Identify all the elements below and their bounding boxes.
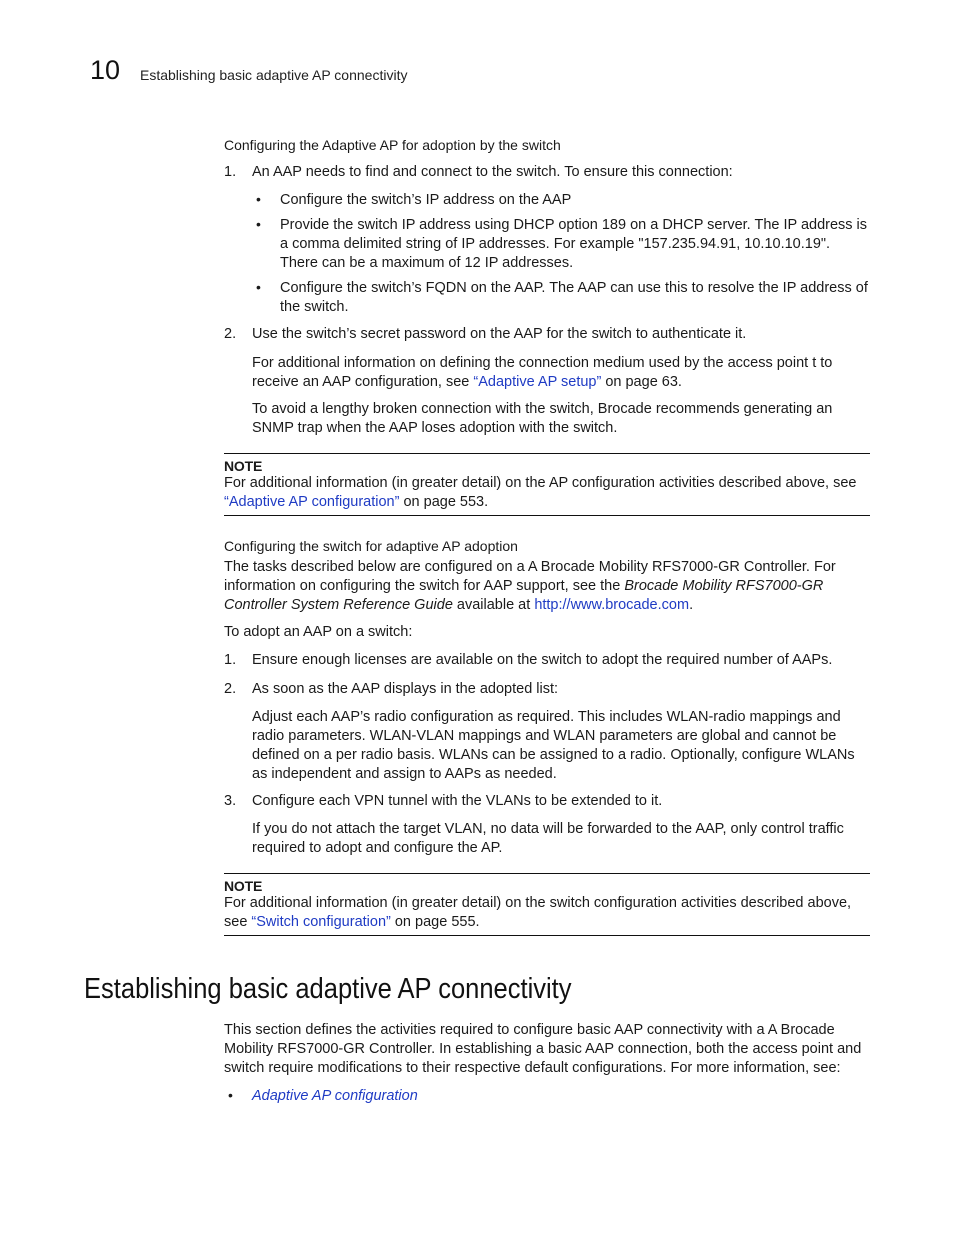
bullet-item: Provide the switch IP address using DHCP option 189 on a DHCP server. The IP address is a comma delimited string of IP addresses. For example "157.235.94.91, 10.10.10.19". There can be a maximum of 12 IP addresses. — [280, 217, 868, 271]
note-top-rule — [224, 873, 870, 874]
subsection-heading-aap-adoption: Configuring the Adaptive AP for adoption by the switch — [224, 137, 561, 153]
step-number: 3. — [224, 793, 237, 809]
subsection-heading-switch: Configuring the switch for adaptive AP adoption — [224, 538, 518, 554]
note-top-rule — [224, 453, 870, 454]
switch-configuration-link[interactable]: “Switch configuration” — [251, 914, 391, 930]
note-text — [224, 474, 870, 512]
note-label: NOTE — [224, 458, 263, 474]
bullet-item: Configure the switch’s IP address on the AAP — [280, 192, 572, 208]
step-text: Ensure enough licenses are available on the switch to adopt the required number of AAPs. — [252, 652, 833, 668]
paragraph — [224, 558, 870, 615]
note-bottom-rule — [224, 935, 870, 936]
note-bottom-rule — [224, 515, 870, 516]
step-number: 1. — [224, 164, 237, 180]
step-number: 2. — [224, 681, 237, 697]
note-label: NOTE — [224, 878, 263, 894]
paragraph-text: on page 63. — [601, 374, 682, 390]
step-number: 2. — [224, 326, 237, 342]
brocade-website-link[interactable]: http://www.brocade.com — [534, 597, 690, 613]
step-number: 1. — [224, 652, 237, 668]
bullet-icon: • — [256, 191, 261, 207]
paragraph-text: For additional information on defining the connection medium used by the access point t to receive an AAP configuration, see — [252, 355, 833, 390]
adaptive-ap-setup-link[interactable]: “Adaptive AP setup” — [473, 374, 602, 390]
paragraph: To avoid a lengthy broken connection with the switch, Brocade recommends generating an SNMP trap when the AAP loses adoption with the switch. — [252, 401, 833, 436]
reference-guide-title: Brocade Mobility RFS7000-GR Controller System Reference Guide — [224, 578, 824, 613]
step-text: Configure each VPN tunnel with the VLANs to be extended to it. — [252, 793, 663, 809]
paragraph: If you do not attach the target VLAN, no data will be forwarded to the AAP, only control traffic required to adopt and configure the AP. — [252, 821, 844, 856]
bullet-icon: • — [228, 1087, 233, 1103]
running-title: Establishing basic adaptive AP connectivity — [140, 67, 408, 83]
paragraph-text: The tasks described below are configured on a A Brocade Mobility RFS7000-GR Controller. For information on configuring the switch for AAP support, see the — [224, 559, 836, 594]
note-text — [224, 894, 870, 932]
note-text-part: on page 553. — [399, 494, 489, 510]
paragraph-text: available at — [452, 597, 535, 613]
paragraph: Adjust each AAP’s radio configuration as required. This includes WLAN-radio mappings and radio parameters. WLAN-VLAN mappings and WLAN parameters are global and cannot be defined on a per radio basis. WLANs can be assigned to a radio. Optionally, configure WLANs as independent and assign to AAPs as needed. — [252, 709, 855, 782]
note-text-part: For additional information (in greater detail) on the AP configuration activities described above, see — [224, 475, 857, 491]
paragraph-text: . — [689, 597, 694, 613]
note-text-part: For additional information (in greater detail) on the switch configuration activities described above, see — [224, 895, 852, 930]
bullet-icon: • — [256, 216, 261, 232]
paragraph: This section defines the activities required to configure basic AAP connectivity with a A Brocade Mobility RFS7000-GR Controller. In establishing a basic AAP connection, both the access point and switch require modifications to their respective default configurations. For more information, see: — [224, 1022, 862, 1076]
note-text-part: on page 555. — [390, 914, 480, 930]
step-text: Use the switch’s secret password on the AAP for the switch to authenticate it. — [252, 326, 747, 342]
section-title: Establishing basic adaptive AP connectivity — [84, 973, 572, 1005]
chapter-number: 10 — [90, 55, 121, 85]
paragraph — [252, 354, 870, 392]
paragraph: To adopt an AAP on a switch: — [224, 624, 413, 640]
step-text: As soon as the AAP displays in the adopted list: — [252, 681, 559, 697]
bullet-icon: • — [256, 279, 261, 295]
adaptive-ap-configuration-link[interactable]: Adaptive AP configuration — [252, 1088, 418, 1104]
step-text: An AAP needs to find and connect to the switch. To ensure this connection: — [252, 164, 733, 180]
adaptive-ap-configuration-link[interactable]: “Adaptive AP configuration” — [224, 494, 400, 510]
bullet-item: Configure the switch’s FQDN on the AAP. The AAP can use this to resolve the IP address of the switch. — [280, 280, 868, 315]
